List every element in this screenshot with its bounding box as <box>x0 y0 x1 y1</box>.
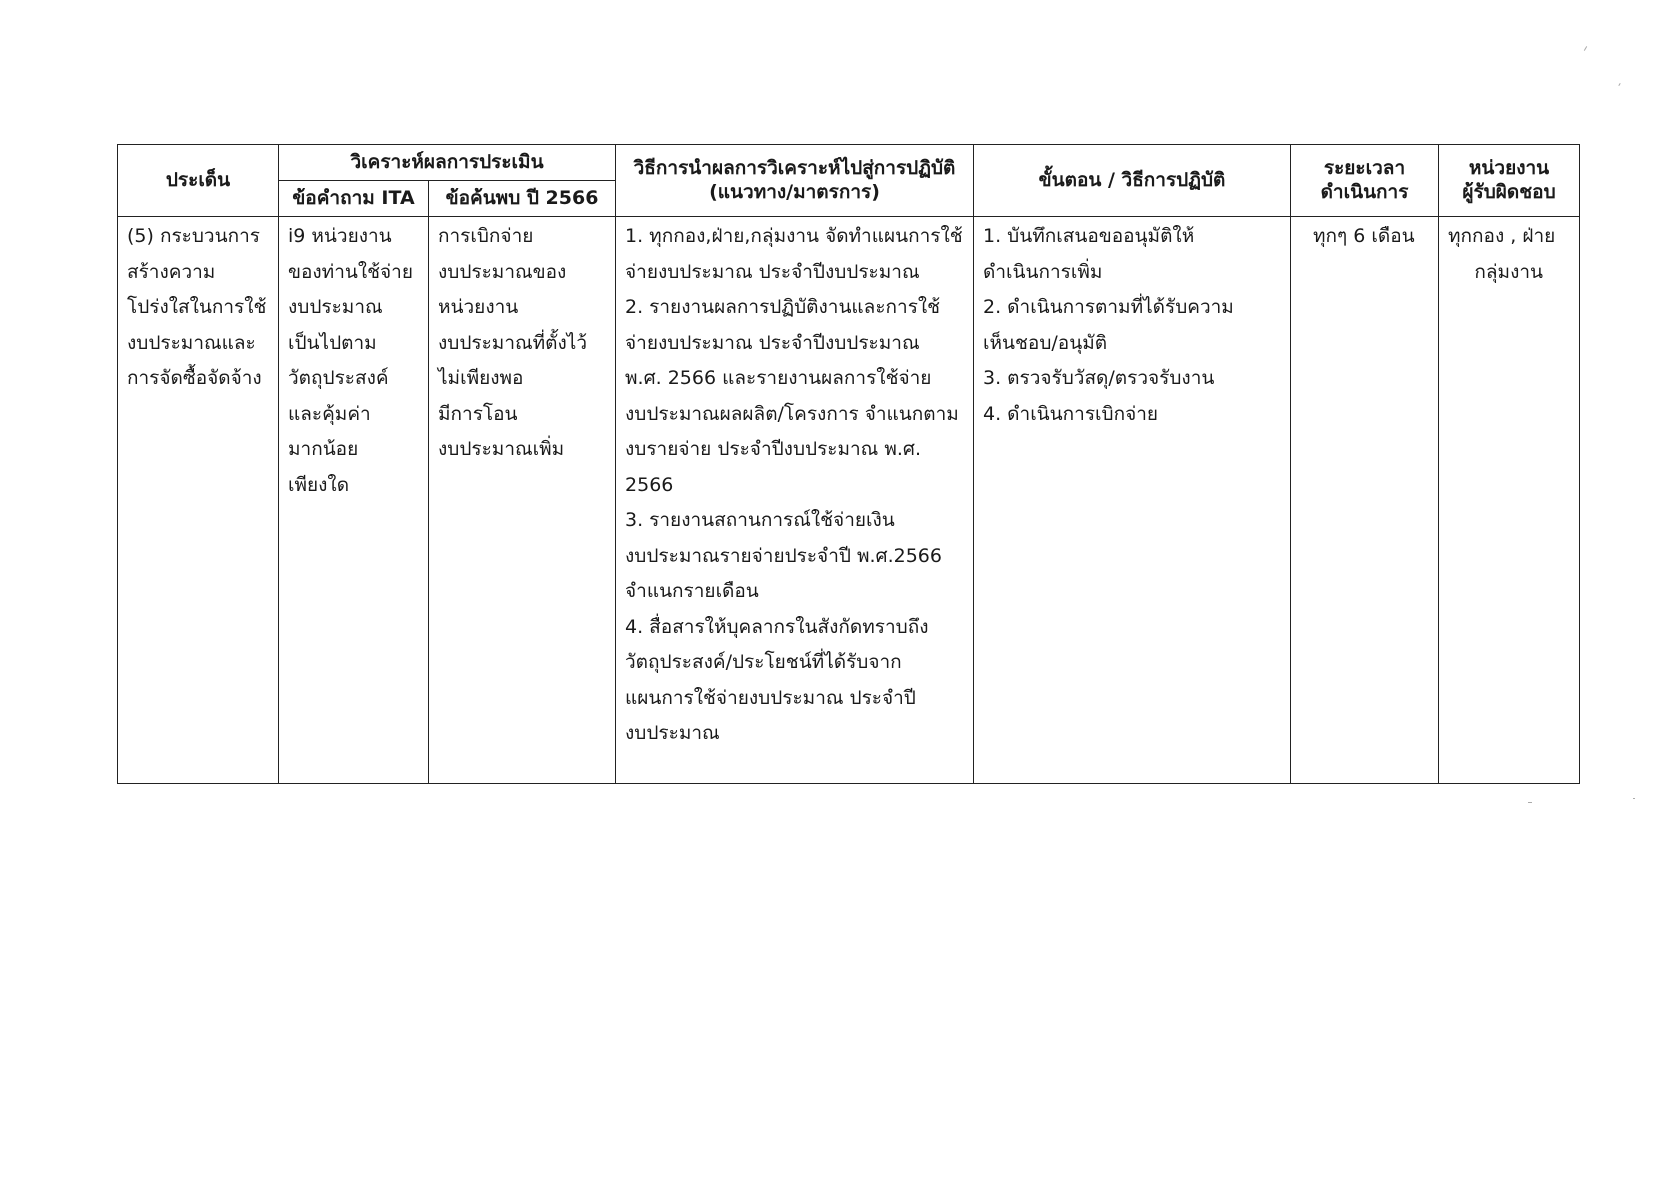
cell-duration <box>1291 217 1439 784</box>
text-line: งบประมาณและ <box>127 331 256 354</box>
text-line: เป็นไปตาม <box>288 331 377 354</box>
text-line: 2. รายงานผลการปฏิบัติงานและการใช้ <box>625 296 941 318</box>
text-line: จ่ายงบประมาณ ประจำปีงบประมาณ <box>625 331 920 354</box>
header-analysis: วิเคราะห์ผลการประเมิน <box>279 145 616 181</box>
header-method-line: วิธีการนำผลการวิเคราะห์ไปสู่การปฏิบัติ <box>633 156 956 179</box>
header-duration-line: ดำเนินการ <box>1320 180 1409 203</box>
text-line: งบประมาณเพิ่ม <box>438 438 565 460</box>
text-line: หน่วยงาน <box>438 296 519 318</box>
text-line: งบประมาณที่ตั้งไว้ <box>438 331 587 354</box>
table-row <box>118 217 1580 784</box>
cell-steps <box>974 217 1291 784</box>
text-line: สร้างความ <box>127 260 216 283</box>
text-line: และคุ้มค่า <box>288 402 371 425</box>
action-plan-table <box>117 144 1580 784</box>
cell-ita-question <box>279 217 429 784</box>
text-line: เห็นชอบ/อนุมัติ <box>983 331 1108 354</box>
header-duration-line: ระยะเวลา <box>1323 156 1406 179</box>
text-line: วัตถุประสงค์/ประโยชน์ที่ได้รับจาก <box>625 651 902 673</box>
text-line: ดำเนินการเพิ่ม <box>983 260 1103 283</box>
text-line: 3. ตรวจรับวัสดุ/ตรวจรับงาน <box>983 367 1215 389</box>
text-line: โปร่งใสในการใช้ <box>127 296 267 318</box>
text-line: เพียงใด <box>288 473 350 496</box>
text-line: การจัดซื้อจัดจ้าง <box>127 367 262 389</box>
header-ita-question: ข้อคำถาม ITA <box>279 181 429 217</box>
header-method <box>616 145 974 217</box>
header-finding: ข้อค้นพบ ปี 2566 <box>429 181 616 217</box>
scan-speck <box>1584 46 1587 51</box>
header-method-line: (แนวทาง/มาตรการ) <box>709 180 880 203</box>
text-line: งบประมาณ <box>625 722 720 744</box>
header-duration <box>1291 145 1439 217</box>
text-line: งบรายจ่าย ประจำปีงบประมาณ พ.ศ. <box>625 438 921 460</box>
header-issue: ประเด็น <box>118 145 279 217</box>
scan-speck <box>1633 798 1635 799</box>
text-line: งบประมาณผลผลิต/โครงการ จำแนกตาม <box>625 402 959 425</box>
text-line: มากน้อย <box>288 438 359 460</box>
text-line: ของท่านใช้จ่าย <box>288 260 413 283</box>
text-line: 4. ดำเนินการเบิกจ่าย <box>983 402 1159 425</box>
header-unit-line: ผู้รับผิดชอบ <box>1462 180 1556 203</box>
text-line: การเบิกจ่าย <box>438 225 534 247</box>
scan-speck <box>1618 83 1620 86</box>
text-line: ไม่เพียงพอ <box>438 367 524 389</box>
text-line: งบประมาณรายจ่ายประจำปี พ.ศ.2566 <box>625 544 942 567</box>
header-unit <box>1439 145 1580 217</box>
header-unit-line: หน่วยงาน <box>1468 156 1550 179</box>
text-line: 4. สื่อสารให้บุคลากรในสังกัดทราบถึง <box>625 615 929 638</box>
text-line: กลุ่มงาน <box>1474 260 1544 283</box>
text-line: งบประมาณของ <box>438 260 567 283</box>
text-line: 3. รายงานสถานการณ์ใช้จ่ายเงิน <box>625 509 895 531</box>
text-line: จ่ายงบประมาณ ประจำปีงบประมาณ <box>625 260 920 283</box>
text-line: จำแนกรายเดือน <box>625 580 759 602</box>
text-line: 1. ทุกกอง,ฝ่าย,กลุ่มงาน จัดทำแผนการใช้ <box>625 225 963 247</box>
text-line: ทุกกอง , ฝ่าย <box>1448 225 1556 247</box>
text-line: งบประมาณ <box>288 296 383 318</box>
text-line: i9 หน่วยงาน <box>288 225 392 247</box>
header-steps: ขั้นตอน / วิธีการปฏิบัติ <box>974 145 1291 217</box>
text-line: (5) กระบวนการ <box>127 225 260 247</box>
text-line: แผนการใช้จ่ายงบประมาณ ประจำปี <box>625 686 916 709</box>
cell-finding <box>429 217 616 784</box>
cell-method <box>616 217 974 784</box>
text-line: วัตถุประสงค์ <box>288 367 389 389</box>
text-line: พ.ศ. 2566 และรายงานผลการใช้จ่าย <box>625 367 932 389</box>
text-line: ทุกๆ 6 เดือน <box>1313 225 1415 247</box>
cell-issue <box>118 217 279 784</box>
text-line: 1. บันทึกเสนอขออนุมัติให้ <box>983 225 1195 247</box>
cell-unit <box>1439 217 1580 784</box>
scan-speck <box>1528 802 1532 803</box>
text-line: 2. ดำเนินการตามที่ได้รับความ <box>983 296 1234 318</box>
text-line: มีการโอน <box>438 402 518 425</box>
text-line: 2566 <box>625 473 674 496</box>
